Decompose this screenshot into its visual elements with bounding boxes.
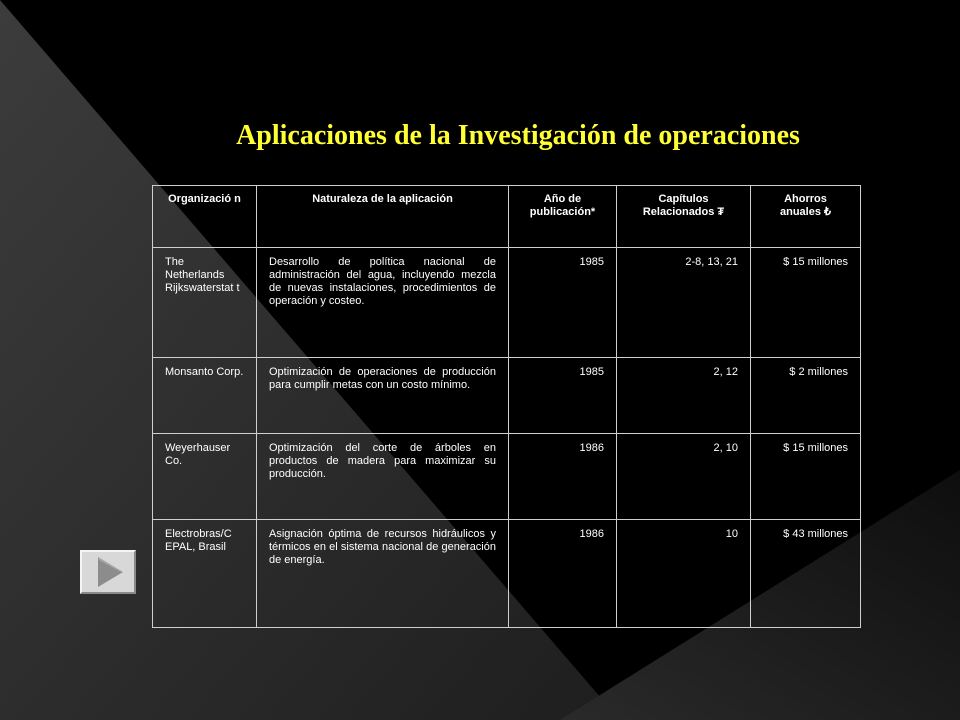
cell-naturaleza: Optimización del corte de árboles en productos de madera para maximizar su producción. bbox=[257, 434, 509, 520]
next-slide-button[interactable] bbox=[80, 550, 136, 594]
cell-capitulos: 2, 12 bbox=[617, 358, 751, 434]
cell-anio: 1985 bbox=[509, 248, 617, 358]
cell-organizacion: The Netherlands Rijkswaterstat t bbox=[153, 248, 257, 358]
header-anio: Año de publicación* bbox=[509, 186, 617, 248]
header-capitulos: Capítulos Relacionados ₮ bbox=[617, 186, 751, 248]
cell-ahorros: $ 15 millones bbox=[751, 248, 861, 358]
cell-naturaleza: Optimización de operaciones de producción para cumplir metas con un costo mínimo. bbox=[257, 358, 509, 434]
page-title: Aplicaciones de la Investigación de operaciones bbox=[236, 120, 800, 151]
table-row bbox=[153, 434, 861, 520]
header-naturaleza: Naturaleza de la aplicación bbox=[257, 186, 509, 248]
cell-capitulos: 10 bbox=[617, 520, 751, 628]
cell-naturaleza: Asignación óptima de recursos hidráulicos y térmicos en el sistema nacional de generación de energía. bbox=[257, 520, 509, 628]
table-row bbox=[153, 520, 861, 628]
cell-ahorros: $ 43 millones bbox=[751, 520, 861, 628]
cell-anio: 1985 bbox=[509, 358, 617, 434]
applications-table bbox=[152, 185, 861, 628]
cell-capitulos: 2, 10 bbox=[617, 434, 751, 520]
cell-organizacion: Weyerhauser Co. bbox=[153, 434, 257, 520]
table-header-row bbox=[153, 186, 861, 248]
header-organizacion: Organizació n bbox=[153, 186, 257, 248]
cell-organizacion: Electrobras/C EPAL, Brasil bbox=[153, 520, 257, 628]
cell-naturaleza: Desarrollo de política nacional de administración del agua, incluyendo mezcla de nuevas instalaciones, procedimientos de operación y costeo. bbox=[257, 248, 509, 358]
table-row bbox=[153, 358, 861, 434]
cell-organizacion: Monsanto Corp. bbox=[153, 358, 257, 434]
cell-anio: 1986 bbox=[509, 434, 617, 520]
cell-ahorros: $ 15 millones bbox=[751, 434, 861, 520]
cell-anio: 1986 bbox=[509, 520, 617, 628]
play-arrow-icon bbox=[82, 552, 134, 592]
cell-ahorros: $ 2 millones bbox=[751, 358, 861, 434]
table-row bbox=[153, 248, 861, 358]
cell-capitulos: 2-8, 13, 21 bbox=[617, 248, 751, 358]
header-ahorros: Ahorros anuales ₺ bbox=[751, 186, 861, 248]
